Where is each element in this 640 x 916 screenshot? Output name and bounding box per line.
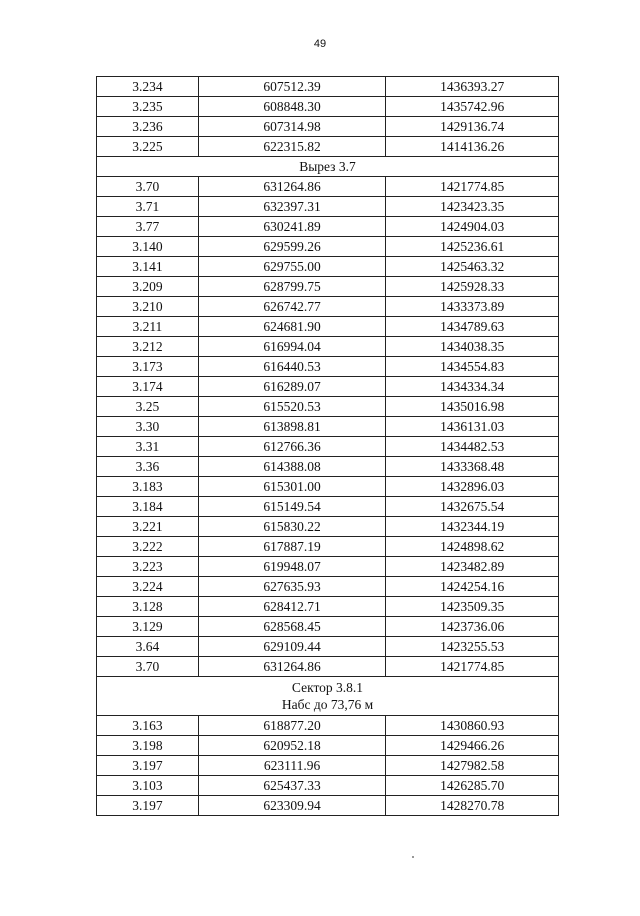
x-coordinate-cell: 628412.71 xyxy=(198,597,386,617)
point-number-cell: 3.30 xyxy=(97,417,199,437)
y-coordinate-cell: 1423482.89 xyxy=(386,557,559,577)
point-number-cell: 3.210 xyxy=(97,297,199,317)
point-number-cell: 3.129 xyxy=(97,617,199,637)
x-coordinate-cell: 629755.00 xyxy=(198,257,386,277)
x-coordinate-cell: 616289.07 xyxy=(198,377,386,397)
table-row xyxy=(97,716,559,736)
point-number-cell: 3.70 xyxy=(97,657,199,677)
table-row xyxy=(97,497,559,517)
y-coordinate-cell: 1424904.03 xyxy=(386,217,559,237)
point-number-cell: 3.173 xyxy=(97,357,199,377)
y-coordinate-cell: 1425928.33 xyxy=(386,277,559,297)
point-number-cell: 3.141 xyxy=(97,257,199,277)
table-row xyxy=(97,597,559,617)
table-row xyxy=(97,417,559,437)
x-coordinate-cell: 630241.89 xyxy=(198,217,386,237)
x-coordinate-cell: 619948.07 xyxy=(198,557,386,577)
x-coordinate-cell: 629109.44 xyxy=(198,637,386,657)
table-row xyxy=(97,457,559,477)
point-number-cell: 3.128 xyxy=(97,597,199,617)
point-number-cell: 3.183 xyxy=(97,477,199,497)
y-coordinate-cell: 1432896.03 xyxy=(386,477,559,497)
table-row xyxy=(97,756,559,776)
y-coordinate-cell: 1434482.53 xyxy=(386,437,559,457)
table-row xyxy=(97,477,559,497)
point-number-cell: 3.77 xyxy=(97,217,199,237)
table-row xyxy=(97,736,559,756)
point-number-cell: 3.234 xyxy=(97,77,199,97)
table-row xyxy=(97,257,559,277)
x-coordinate-cell: 616440.53 xyxy=(198,357,386,377)
point-number-cell: 3.223 xyxy=(97,557,199,577)
y-coordinate-cell: 1435016.98 xyxy=(386,397,559,417)
coordinates-table xyxy=(96,76,559,816)
point-number-cell: 3.36 xyxy=(97,457,199,477)
x-coordinate-cell: 617887.19 xyxy=(198,537,386,557)
x-coordinate-cell: 612766.36 xyxy=(198,437,386,457)
point-number-cell: 3.211 xyxy=(97,317,199,337)
table-row xyxy=(97,97,559,117)
table-row xyxy=(97,617,559,637)
y-coordinate-cell: 1414136.26 xyxy=(386,137,559,157)
y-coordinate-cell: 1432344.19 xyxy=(386,517,559,537)
table-row xyxy=(97,517,559,537)
table-row xyxy=(97,217,559,237)
section-header-row xyxy=(97,157,559,177)
point-number-cell: 3.184 xyxy=(97,497,199,517)
y-coordinate-cell: 1432675.54 xyxy=(386,497,559,517)
table-row xyxy=(97,776,559,796)
point-number-cell: 3.70 xyxy=(97,177,199,197)
x-coordinate-cell: 626742.77 xyxy=(198,297,386,317)
section-header-row xyxy=(97,677,559,716)
point-number-cell: 3.71 xyxy=(97,197,199,217)
y-coordinate-cell: 1424898.62 xyxy=(386,537,559,557)
y-coordinate-cell: 1434554.83 xyxy=(386,357,559,377)
table-row xyxy=(97,796,559,816)
point-number-cell: 3.25 xyxy=(97,397,199,417)
point-number-cell: 3.235 xyxy=(97,97,199,117)
point-number-cell: 3.174 xyxy=(97,377,199,397)
point-number-cell: 3.103 xyxy=(97,776,199,796)
table-row xyxy=(97,337,559,357)
point-number-cell: 3.197 xyxy=(97,756,199,776)
y-coordinate-cell: 1423509.35 xyxy=(386,597,559,617)
y-coordinate-cell: 1430860.93 xyxy=(386,716,559,736)
x-coordinate-cell: 623111.96 xyxy=(198,756,386,776)
table-row xyxy=(97,317,559,337)
x-coordinate-cell: 616994.04 xyxy=(198,337,386,357)
table-row xyxy=(97,397,559,417)
y-coordinate-cell: 1434334.34 xyxy=(386,377,559,397)
table-row xyxy=(97,137,559,157)
x-coordinate-cell: 615301.00 xyxy=(198,477,386,497)
section-header-line: Сектор 3.8.1 xyxy=(291,680,364,695)
y-coordinate-cell: 1433368.48 xyxy=(386,457,559,477)
table-row xyxy=(97,557,559,577)
x-coordinate-cell: 607512.39 xyxy=(198,77,386,97)
x-coordinate-cell: 624681.90 xyxy=(198,317,386,337)
section-header-line: Набс до 73,76 м xyxy=(281,697,374,712)
scan-speck xyxy=(412,856,414,858)
point-number-cell: 3.209 xyxy=(97,277,199,297)
x-coordinate-cell: 608848.30 xyxy=(198,97,386,117)
x-coordinate-cell: 629599.26 xyxy=(198,237,386,257)
y-coordinate-cell: 1429466.26 xyxy=(386,736,559,756)
y-coordinate-cell: 1426285.70 xyxy=(386,776,559,796)
section-header-line: Вырез 3.7 xyxy=(299,159,356,174)
x-coordinate-cell: 615149.54 xyxy=(198,497,386,517)
y-coordinate-cell: 1435742.96 xyxy=(386,97,559,117)
table-row xyxy=(97,577,559,597)
x-coordinate-cell: 628799.75 xyxy=(198,277,386,297)
x-coordinate-cell: 631264.86 xyxy=(198,657,386,677)
table-row xyxy=(97,657,559,677)
point-number-cell: 3.224 xyxy=(97,577,199,597)
point-number-cell: 3.31 xyxy=(97,437,199,457)
y-coordinate-cell: 1421774.85 xyxy=(386,657,559,677)
y-coordinate-cell: 1433373.89 xyxy=(386,297,559,317)
page-number: 49 xyxy=(313,38,327,50)
point-number-cell: 3.64 xyxy=(97,637,199,657)
table-row xyxy=(97,357,559,377)
x-coordinate-cell: 618877.20 xyxy=(198,716,386,736)
table-row xyxy=(97,77,559,97)
y-coordinate-cell: 1421774.85 xyxy=(386,177,559,197)
y-coordinate-cell: 1436393.27 xyxy=(386,77,559,97)
point-number-cell: 3.197 xyxy=(97,796,199,816)
table-row xyxy=(97,297,559,317)
point-number-cell: 3.225 xyxy=(97,137,199,157)
table-row xyxy=(97,197,559,217)
y-coordinate-cell: 1423255.53 xyxy=(386,637,559,657)
point-number-cell: 3.198 xyxy=(97,736,199,756)
point-number-cell: 3.163 xyxy=(97,716,199,736)
y-coordinate-cell: 1436131.03 xyxy=(386,417,559,437)
section-header-cell xyxy=(97,677,559,716)
y-coordinate-cell: 1434038.35 xyxy=(386,337,559,357)
table-row xyxy=(97,237,559,257)
y-coordinate-cell: 1434789.63 xyxy=(386,317,559,337)
y-coordinate-cell: 1425463.32 xyxy=(386,257,559,277)
point-number-cell: 3.236 xyxy=(97,117,199,137)
x-coordinate-cell: 632397.31 xyxy=(198,197,386,217)
table-row xyxy=(97,637,559,657)
section-header-cell xyxy=(97,157,559,177)
y-coordinate-cell: 1423423.35 xyxy=(386,197,559,217)
table-row xyxy=(97,437,559,457)
table-row xyxy=(97,177,559,197)
x-coordinate-cell: 620952.18 xyxy=(198,736,386,756)
x-coordinate-cell: 622315.82 xyxy=(198,137,386,157)
x-coordinate-cell: 625437.33 xyxy=(198,776,386,796)
y-coordinate-cell: 1423736.06 xyxy=(386,617,559,637)
x-coordinate-cell: 615830.22 xyxy=(198,517,386,537)
table-row xyxy=(97,277,559,297)
y-coordinate-cell: 1425236.61 xyxy=(386,237,559,257)
point-number-cell: 3.222 xyxy=(97,537,199,557)
y-coordinate-cell: 1427982.58 xyxy=(386,756,559,776)
x-coordinate-cell: 627635.93 xyxy=(198,577,386,597)
x-coordinate-cell: 614388.08 xyxy=(198,457,386,477)
table-row xyxy=(97,377,559,397)
table-row xyxy=(97,537,559,557)
x-coordinate-cell: 615520.53 xyxy=(198,397,386,417)
coordinates-table-body xyxy=(97,77,559,816)
point-number-cell: 3.221 xyxy=(97,517,199,537)
x-coordinate-cell: 613898.81 xyxy=(198,417,386,437)
y-coordinate-cell: 1424254.16 xyxy=(386,577,559,597)
x-coordinate-cell: 628568.45 xyxy=(198,617,386,637)
y-coordinate-cell: 1429136.74 xyxy=(386,117,559,137)
point-number-cell: 3.140 xyxy=(97,237,199,257)
x-coordinate-cell: 607314.98 xyxy=(198,117,386,137)
table-row xyxy=(97,117,559,137)
point-number-cell: 3.212 xyxy=(97,337,199,357)
y-coordinate-cell: 1428270.78 xyxy=(386,796,559,816)
x-coordinate-cell: 631264.86 xyxy=(198,177,386,197)
x-coordinate-cell: 623309.94 xyxy=(198,796,386,816)
